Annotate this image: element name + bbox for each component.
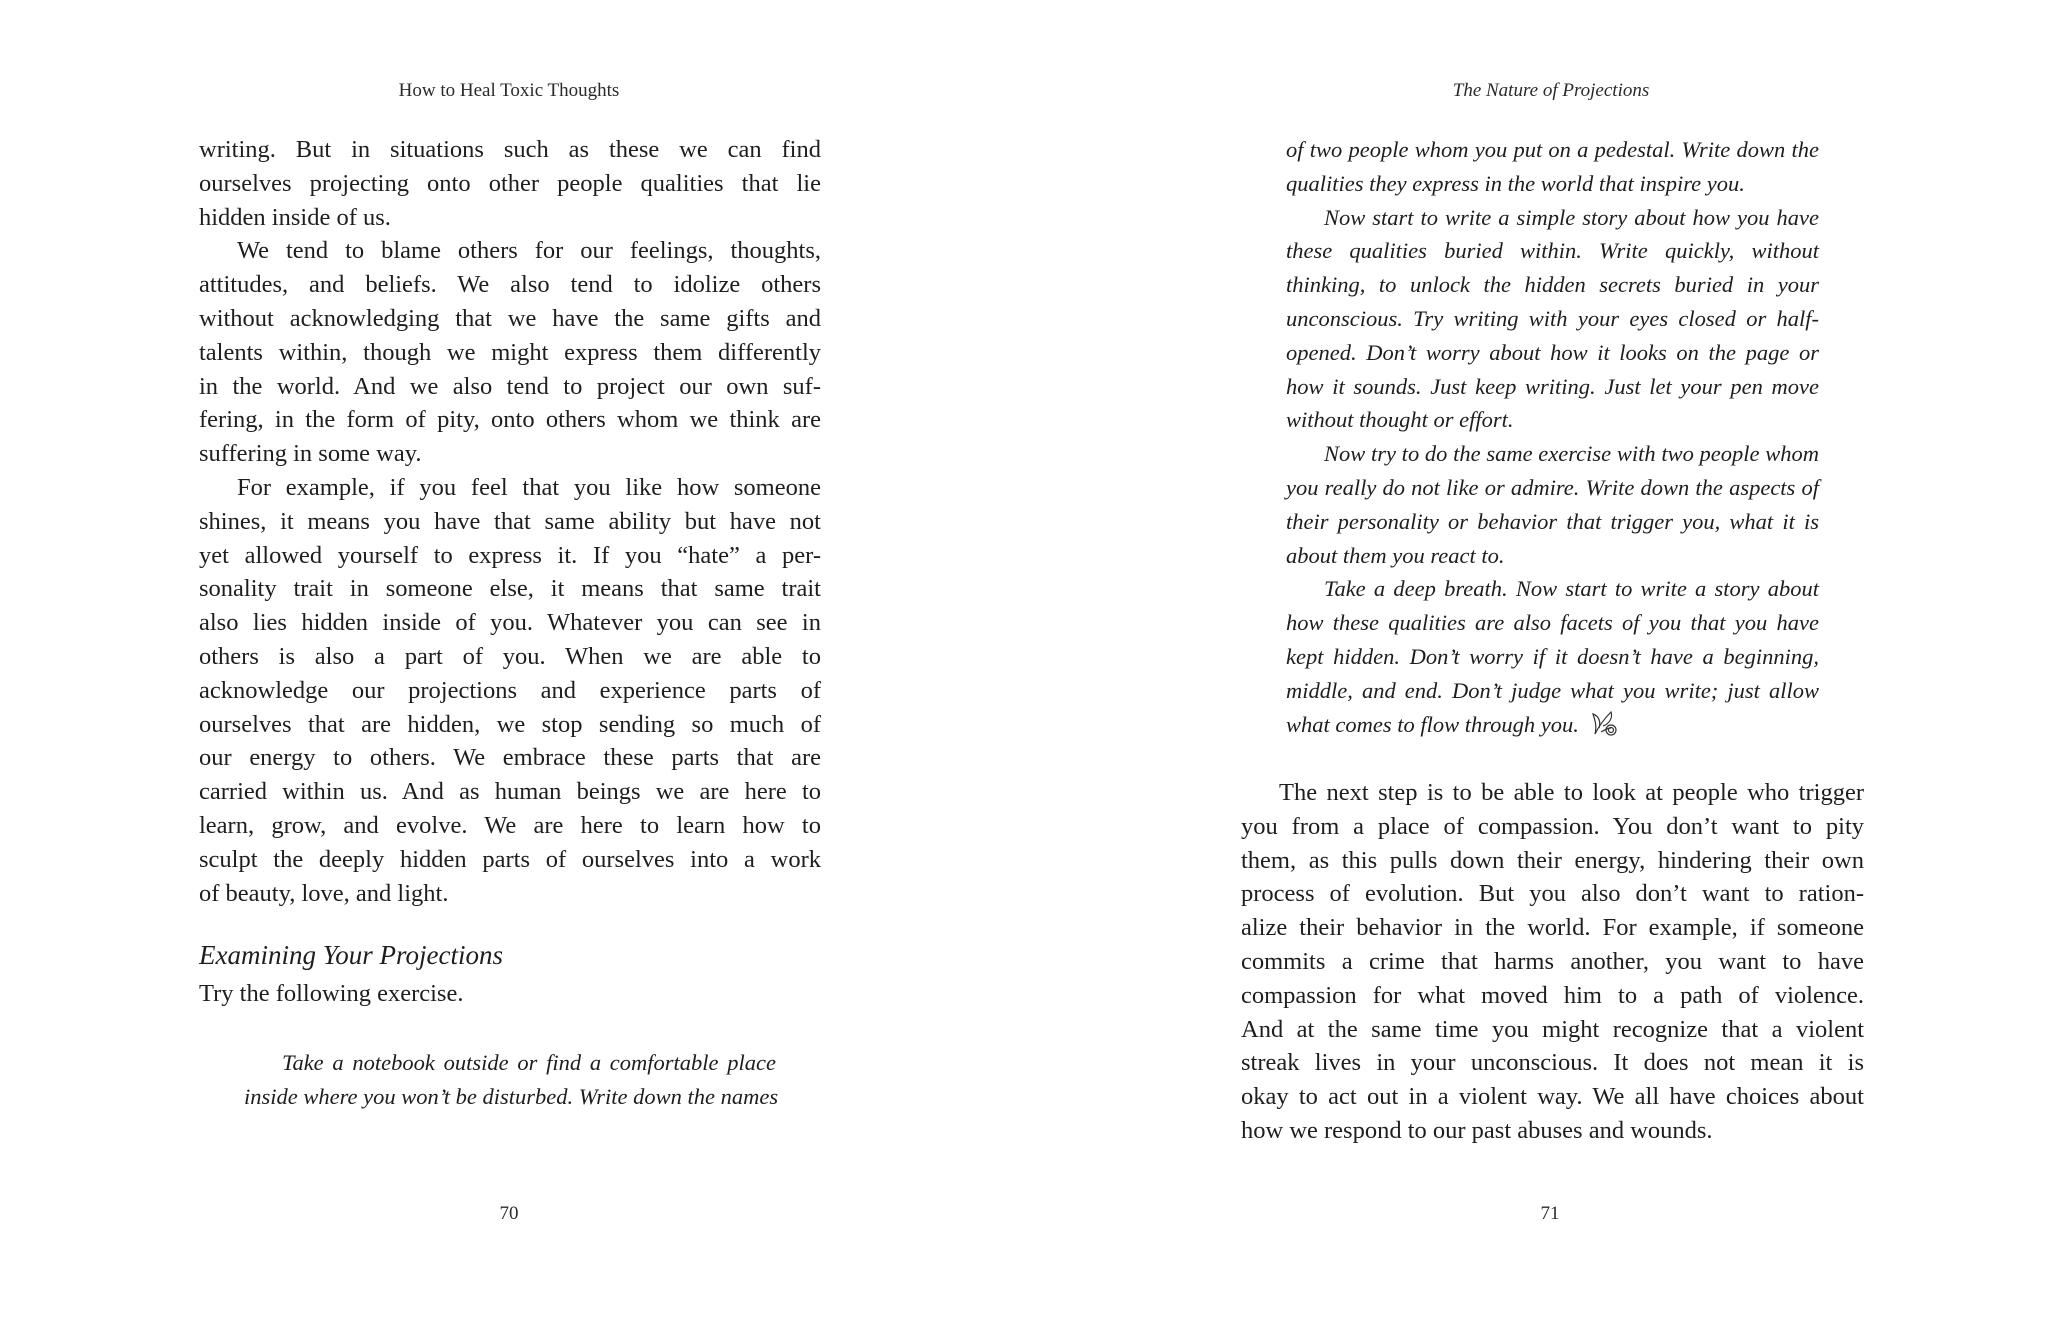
text-line [1286, 539, 1819, 573]
right-page [1024, 0, 2048, 1325]
paragraph [199, 471, 821, 910]
text-line: The next step is to be able to look at people who trigger [1279, 779, 1864, 806]
line-text: sculpt the deeply hidden parts of ourselves into a work [199, 845, 821, 873]
text-line [1286, 167, 1819, 201]
text-line: compassion for what moved him to a path of violence. [1241, 981, 1864, 1009]
paragraph [1286, 572, 1819, 741]
text-line [1286, 234, 1819, 268]
line-text: also lies hidden inside of you. Whatever you can see in [199, 609, 821, 637]
running-head-left: How to Heal Toxic Thoughts [398, 80, 620, 101]
text-line [199, 133, 821, 167]
line-text: middle, and end. Don’t judge what you write; just allow [1286, 677, 1819, 703]
text-line [199, 201, 821, 235]
line-text: how it sounds. Just keep writing. Just let your pen move [1286, 373, 1819, 399]
line-text: thinking, to unlock the hidden secrets buried in your [1286, 272, 1819, 298]
text-line [199, 640, 821, 674]
line-text: carried within us. And as human beings we are here to [199, 778, 821, 806]
text-line [1286, 403, 1819, 437]
page-number-right: 71 [1540, 1203, 1560, 1224]
text-line [199, 471, 821, 505]
line-text: shines, it means you have that same ability but have not [199, 507, 821, 535]
text-line [1286, 606, 1819, 640]
text-line [1286, 674, 1819, 708]
paragraph [1286, 437, 1819, 572]
paragraph [199, 234, 821, 471]
text-line: okay to act out in a violent way. We all have choices about [1241, 1083, 1864, 1111]
text-line [199, 708, 821, 742]
text-line [1286, 471, 1819, 505]
text-line [199, 268, 821, 302]
text-line [1286, 708, 1819, 742]
text-line [1286, 370, 1819, 404]
line-text: kept hidden. Don’t worry if it doesn’t have a beginning, [1286, 643, 1819, 669]
line-text: you really do not like or admire. Write down the aspects of [1286, 474, 1819, 500]
line-text: fering, in the form of pity, onto others whom we think are [199, 406, 821, 434]
text-line [199, 775, 821, 809]
line-text: hidden inside of us. [199, 203, 391, 231]
text-line [199, 505, 821, 539]
leaf-spiral-ornament-icon [1591, 708, 1621, 738]
text-line [199, 877, 821, 911]
text-line: commits a crime that harms another, you want to have [1241, 947, 1864, 975]
text-line [199, 674, 821, 708]
text-line [199, 302, 821, 336]
text-line: them, as this pulls down their energy, hindering their own [1241, 846, 1864, 874]
text-line [1286, 640, 1819, 674]
text-line [199, 539, 821, 573]
text-line [1286, 268, 1819, 302]
paragraph [1286, 133, 1819, 201]
line-text: these qualities buried within. Write quickly, without [1286, 238, 1819, 264]
paragraph [199, 133, 821, 234]
text-line [1286, 505, 1819, 539]
page-number-left: 70 [499, 1203, 519, 1224]
text-line: process of evolution. But you also don’t want to ration- [1241, 880, 1864, 908]
line-text: of two people whom you put on a pedestal. Write down the [1286, 137, 1819, 162]
text-line: how we respond to our past abuses and wounds. [1241, 1116, 1713, 1144]
line-text: Now start to write a simple story about how you have [1324, 204, 1819, 230]
text-line [199, 403, 821, 437]
line-text: talents within, though we might express them differently [199, 338, 821, 366]
text-line [1286, 201, 1819, 235]
exercise-intro: Try the following exercise. [199, 980, 464, 1007]
line-text: learn, grow, and evolve. We are here to learn how to [199, 811, 821, 839]
right-exercise-text [1286, 133, 1819, 741]
text-line [199, 234, 821, 268]
line-text: opened. Don’t worry about how it looks on the page or [1286, 339, 1819, 365]
line-text: sonality trait in someone else, it means that same trait [199, 575, 821, 603]
left-body-text [199, 133, 821, 910]
line-text: in the world. And we also tend to project our own suf- [199, 372, 821, 400]
line-text: Now try to do the same exercise with two people whom [1324, 441, 1819, 467]
text-line: And at the same time you might recognize that a violent [1241, 1015, 1864, 1043]
text-line [199, 167, 821, 201]
line-text: others is also a part of you. When we are able to [199, 642, 821, 670]
line-text: We tend to blame others for our feelings, thoughts, [237, 237, 821, 265]
line-text: ourselves projecting onto other people qualities that lie [199, 169, 821, 197]
line-text: of beauty, love, and light. [199, 879, 449, 907]
line-text: without acknowledging that we have the same gifts and [199, 304, 821, 332]
line-text: acknowledge our projections and experience parts of [199, 676, 821, 704]
text-line [1286, 336, 1819, 370]
line-text: For example, if you feel that you like how someone [237, 473, 821, 501]
text-line: Take a notebook outside or find a comfortable place [282, 1050, 776, 1075]
line-text: suffering in some way. [199, 440, 422, 468]
text-line [199, 741, 821, 775]
text-line [199, 572, 821, 606]
text-line: alize their behavior in the world. For example, if someone [1241, 914, 1864, 942]
line-text: without thought or effort. [1286, 407, 1514, 433]
line-text: qualities they express in the world that inspire you. [1286, 170, 1745, 196]
right-body-text [1241, 776, 1864, 1148]
text-line [199, 606, 821, 640]
text-line [1286, 572, 1819, 606]
text-line: you from a place of compassion. You don’t want to pity [1241, 812, 1864, 840]
line-text: how these qualities are also facets of you that you have [1286, 610, 1819, 636]
text-line [1286, 302, 1819, 336]
running-head-right: The Nature of Projections [1452, 80, 1650, 101]
text-line [1286, 437, 1819, 471]
line-text: attitudes, and beliefs. We also tend to idolize others [199, 271, 821, 299]
line-text: their personality or behavior that trigger you, what it is [1286, 508, 1819, 534]
line-text: ourselves that are hidden, we stop sending so much of [199, 710, 821, 738]
text-line [199, 809, 821, 843]
line-text: yet allowed yourself to express it. If you “hate” a per- [199, 541, 821, 569]
line-text: Take a deep breath. Now start to write a story about [1324, 576, 1819, 602]
section-heading: Examining Your Projections [199, 940, 504, 970]
line-text: writing. But in situations such as these we can find [199, 136, 821, 163]
text-line [199, 843, 821, 877]
left-exercise-text [244, 1046, 779, 1114]
paragraph [1286, 201, 1819, 438]
text-line: streak lives in your unconscious. It does not mean it is [1241, 1049, 1864, 1077]
line-text: unconscious. Try writing with your eyes closed or half- [1286, 305, 1819, 331]
text-line: inside where you won’t be disturbed. Write down the names [244, 1083, 779, 1109]
line-text: what comes to flow through you. [1286, 711, 1579, 737]
text-line [1286, 133, 1819, 167]
text-line [199, 336, 821, 370]
line-text: about them you react to. [1286, 542, 1505, 568]
text-line [199, 437, 821, 471]
line-text: our energy to others. We embrace these parts that are [199, 744, 821, 772]
text-line [199, 370, 821, 404]
